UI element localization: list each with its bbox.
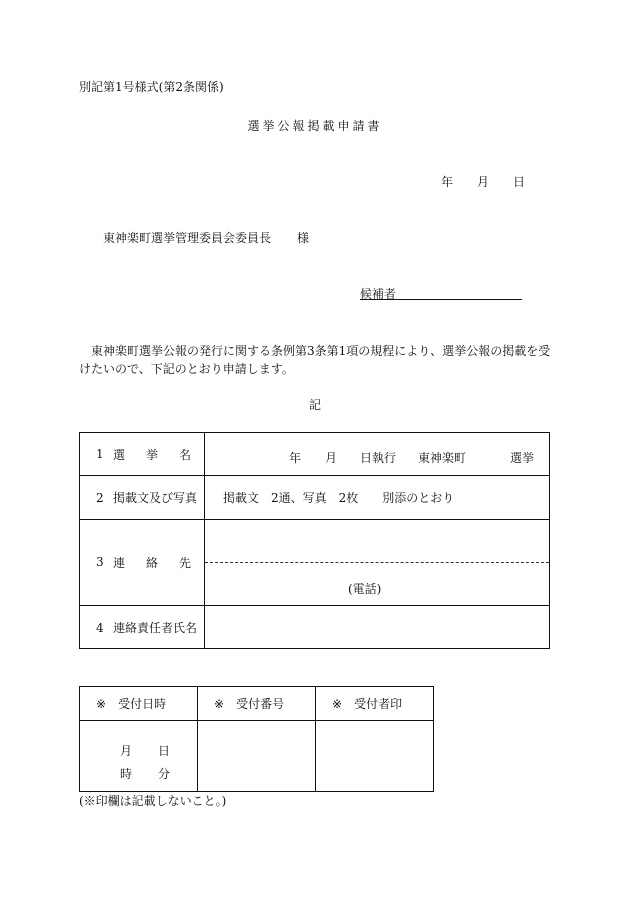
reception-datetime-header: ※ 受付日時 — [80, 687, 198, 721]
row-number: 2 — [96, 491, 104, 505]
content-label-cell — [80, 476, 205, 520]
content-label: 掲載文及び写真 — [113, 491, 198, 505]
row-number: 4 — [96, 620, 104, 635]
application-table — [79, 432, 550, 649]
body-text: 東神楽町選挙公報の発行に関する条例第3条第1項の規程により、選挙公報の掲載を受けたいので、下記のとおり申請します。 — [79, 344, 551, 376]
responsible-label-cell — [80, 606, 205, 649]
election-town-label: 東神楽町 — [418, 451, 467, 465]
ki-heading: 記 — [308, 398, 321, 412]
reception-number-header: ※ 受付番号 — [198, 687, 316, 721]
election-value-cell[interactable] — [205, 433, 550, 476]
reception-hour-label: 時 — [120, 767, 133, 781]
reception-header-row — [80, 687, 434, 721]
election-month-label: 月 — [325, 451, 338, 465]
dashed-divider — [205, 562, 549, 563]
responsible-value-cell[interactable] — [205, 606, 550, 649]
date-day-label: 日 — [513, 175, 526, 189]
reception-month-label: 月 — [120, 744, 133, 758]
content-value: 掲載文 2通、写真 2枚 別添のとおり — [205, 476, 550, 520]
election-label: 選 挙 名 — [113, 447, 191, 462]
reference-mark-icon: ※ — [96, 697, 107, 711]
phone-label: (電話) — [348, 582, 382, 596]
election-kind-label: 選挙 — [510, 451, 535, 465]
election-label-cell — [80, 433, 205, 476]
addressee — [103, 232, 309, 244]
table-row-content — [80, 476, 550, 520]
addressee-name: 東神楽町選挙管理委員会委員長 — [103, 231, 272, 245]
reception-seal-cell — [316, 721, 434, 792]
table-row-election — [80, 433, 550, 476]
row-number: 1 — [96, 446, 104, 461]
reference-mark-icon: ※ — [332, 697, 343, 711]
responsible-label: 連絡責任者氏名 — [113, 620, 198, 635]
candidate-label: 候補者 — [360, 287, 397, 301]
reception-day-label: 日 — [158, 744, 171, 758]
contact-label: 連 絡 先 — [113, 556, 191, 570]
contact-label-cell — [80, 520, 205, 606]
reception-table — [79, 686, 434, 792]
reception-seal-header: ※ 受付者印 — [316, 687, 434, 721]
form-reference: 別記第1号様式(第2条関係) — [79, 80, 224, 94]
reception-body-row — [80, 721, 434, 792]
reception-number-cell — [198, 721, 316, 792]
table-row-responsible — [80, 606, 550, 649]
footnote: (※印欄は記載しないこと。) — [79, 794, 227, 808]
addressee-honorific: 様 — [297, 231, 310, 245]
date-year-label: 年 — [441, 175, 454, 189]
election-year-label: 年 — [289, 451, 302, 465]
row-number: 3 — [96, 555, 104, 569]
reception-datetime-cell — [80, 721, 198, 792]
candidate-signature-line[interactable] — [360, 299, 522, 300]
contact-value-cell[interactable] — [205, 520, 550, 606]
document-title: 選挙公報掲載申請書 — [247, 119, 383, 133]
table-row-contact — [80, 520, 550, 606]
date-line — [441, 176, 525, 188]
reception-minute-label: 分 — [158, 767, 171, 781]
date-month-label: 月 — [477, 175, 490, 189]
election-day-exec-label: 日執行 — [360, 451, 397, 465]
reference-mark-icon: ※ — [214, 697, 225, 711]
